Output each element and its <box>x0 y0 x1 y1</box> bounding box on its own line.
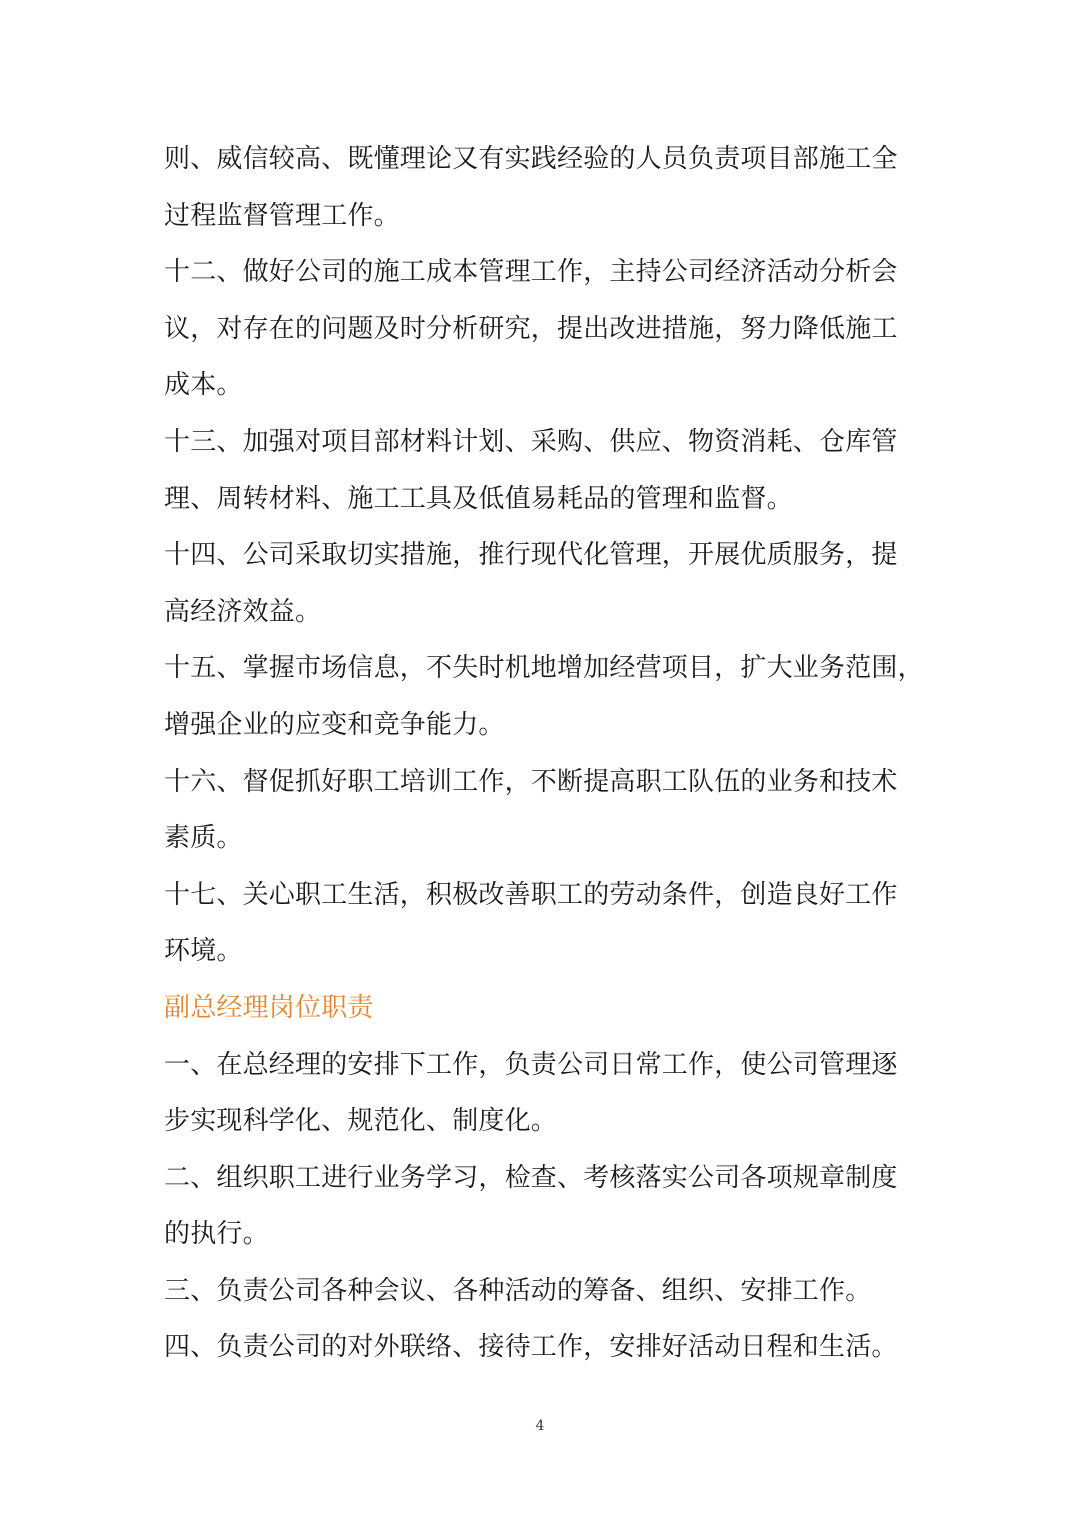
text-line: 过程监督管理工作。 <box>164 200 400 231</box>
text-line: 一、在总经理的安排下工作，负责公司日常工作，使公司管理逐 <box>164 1049 898 1080</box>
text-line: 四、负责公司的对外联络、接待工作，安排好活动日程和生活。 <box>164 1332 898 1363</box>
text-line: 成本。 <box>164 370 243 401</box>
text-line: 十二、做好公司的施工成本管理工作，主持公司经济活动分析会 <box>164 257 898 288</box>
text-line: 高经济效益。 <box>164 596 322 627</box>
text-line: 十七、关心职工生活，积极改善职工的劳动条件，创造良好工作 <box>164 879 898 910</box>
text-line: 理、周转材料、施工工具及低值易耗品的管理和监督。 <box>164 483 793 514</box>
text-line: 的执行。 <box>164 1219 269 1250</box>
page-number: 4 <box>535 1418 545 1434</box>
text-line: 十三、加强对项目部材料计划、采购、供应、物资消耗、仓库管 <box>164 426 898 457</box>
text-line: 十五、掌握市场信息，不失时机地增加经营项目，扩大业务范围， <box>164 653 924 684</box>
text-line: 增强企业的应变和竞争能力。 <box>164 709 505 740</box>
text-line: 则、威信较高、既懂理论又有实践经验的人员负责项目部施工全 <box>164 144 898 174</box>
section-heading: 副总经理岗位职责 <box>164 992 374 1023</box>
text-line: 十四、公司采取切实措施，推行现代化管理，开展优质服务，提 <box>164 540 898 571</box>
text-line: 议，对存在的问题及时分析研究，提出改进措施，努力降低施工 <box>164 313 898 344</box>
document-body <box>164 131 924 1376</box>
text-line: 十六、督促抓好职工培训工作，不断提高职工队伍的业务和技术 <box>164 766 898 797</box>
text-line: 素质。 <box>164 823 243 854</box>
text-line: 环境。 <box>164 936 243 967</box>
text-line: 步实现科学化、规范化、制度化。 <box>164 1106 558 1137</box>
text-line: 三、负责公司各种会议、各种活动的筹备、组织、安排工作。 <box>164 1275 872 1306</box>
text-line: 二、组织职工进行业务学习，检查、考核落实公司各项规章制度 <box>164 1162 898 1193</box>
